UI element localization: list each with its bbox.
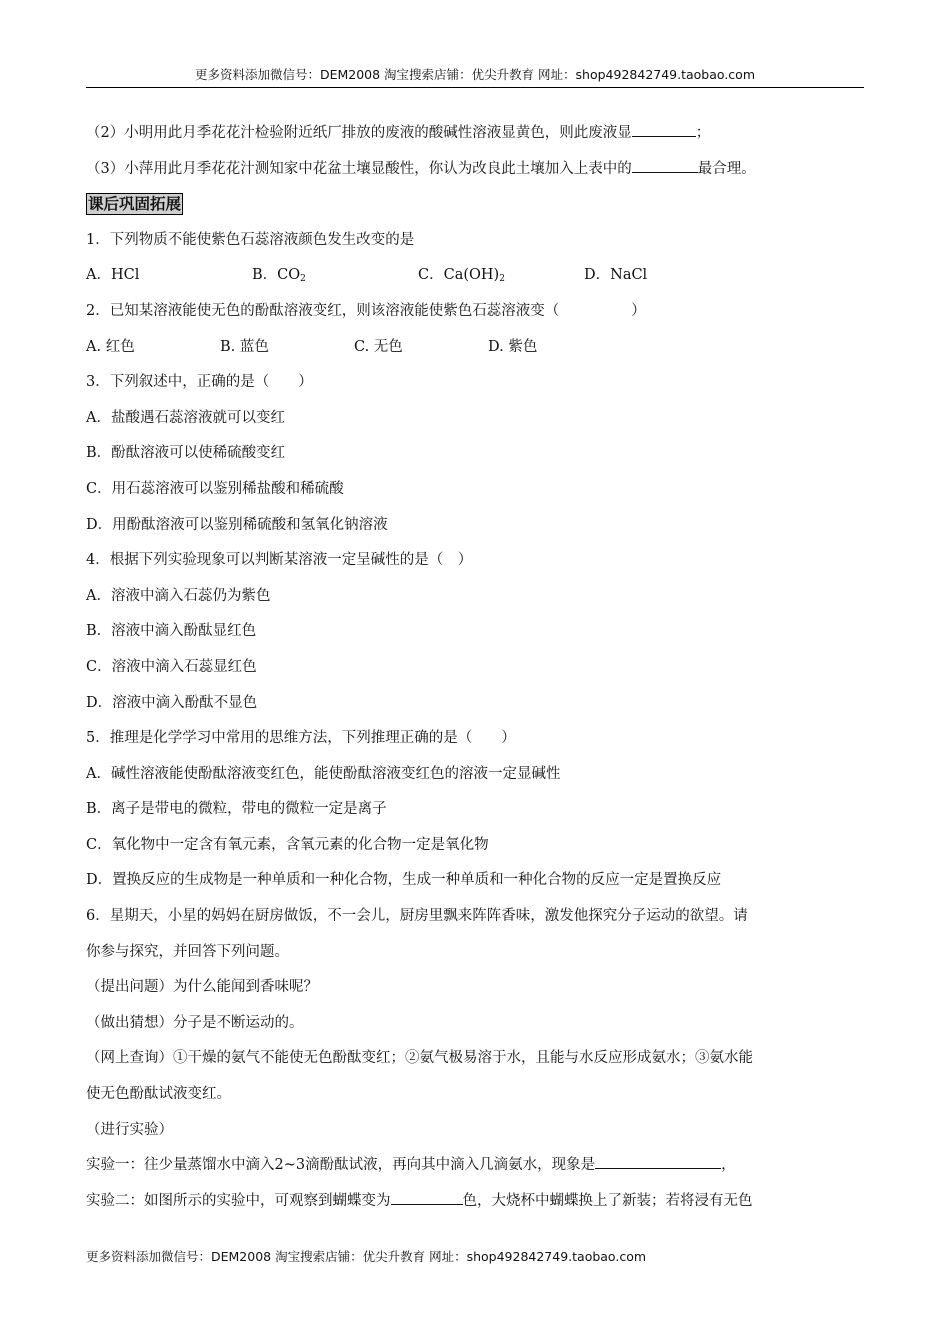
question-5-option-c: C．氧化物中一定含有氧元素，含氧元素的化合物一定是氧化物 xyxy=(86,836,489,853)
page-content xyxy=(86,116,864,1219)
option-c: C. 无色 xyxy=(354,338,403,355)
answer-blank[interactable] xyxy=(391,1187,463,1205)
question-6-experiment-heading: （进行实验） xyxy=(86,1121,173,1138)
question-6-experiment-1 xyxy=(86,1148,864,1184)
prev-q2-text: （2）小明用此月季花花汁检验附近纸厂排放的废液的酸碱性溶液显黄色，则此废液显 xyxy=(86,125,632,141)
option-b xyxy=(252,258,418,294)
option-c-text: C．Ca(OH) xyxy=(418,267,500,284)
prev-q2-end: ； xyxy=(695,125,711,141)
option-d: D．NaCl xyxy=(584,267,648,284)
question-4-option-c: C．溶液中滴入石蕊显红色 xyxy=(86,658,257,675)
prev-question-2 xyxy=(86,116,864,152)
experiment-2-text-a: 实验二：如图所示的实验中，可观察到蝴蝶变为 xyxy=(86,1192,391,1209)
question-5-option-b: B．离子是带电的微粒，带电的微粒一定是离子 xyxy=(86,801,387,818)
question-6-query-line-2: 使无色酚酞试液变红。 xyxy=(86,1086,231,1103)
subscript: 2 xyxy=(499,274,505,285)
question-5-option-a: A．碱性溶液能使酚酞溶液变红色，能使酚酞溶液变红色的溶液一定显碱性 xyxy=(86,765,561,782)
page-header: 更多资料添加微信号：DEM2008 淘宝搜索店铺：优尖升教育 网址：shop492842749.taobao.com xyxy=(194,67,756,82)
experiment-1-text: 实验一：往少量蒸馏水中滴入2~3滴酚酞试液，再向其中滴入几滴氨水，现象是 xyxy=(86,1157,596,1174)
question-1-stem: 1．下列物质不能使紫色石蕊溶液颜色发生改变的是 xyxy=(86,231,415,248)
question-1-options xyxy=(86,258,864,294)
question-4-option-a: A．溶液中滴入石蕊仍为紫色 xyxy=(86,587,271,604)
question-4-option-b: B．溶液中滴入酚酞显红色 xyxy=(86,623,257,640)
question-6-problem: （提出问题）为什么能闻到香味呢？ xyxy=(86,979,318,996)
prev-question-3 xyxy=(86,152,864,188)
question-3-option-b: B．酚酞溶液可以使稀硫酸变红 xyxy=(86,445,286,462)
prev-q3-end: 最合理。 xyxy=(697,160,756,177)
option-a: A. 红色 xyxy=(86,338,135,355)
answer-blank[interactable] xyxy=(632,119,696,137)
answer-blank[interactable] xyxy=(632,155,698,173)
question-6-stem-line-1: 6．星期天，小星的妈妈在厨房做饭，不一会儿，厨房里飘来阵阵香味，激发他探究分子运动的欲望。请 xyxy=(86,908,748,925)
question-4-stem: 4．根据下列实验现象可以判断某溶液一定呈碱性的是（ ） xyxy=(86,552,473,569)
question-6-guess: （做出猜想）分子是不断运动的。 xyxy=(86,1014,304,1031)
question-2-stem-text: 2．已知某溶液能使无色的酚酞溶液变红，则该溶液能使紫色石蕊溶液变（ xyxy=(86,302,560,319)
experiment-2-text-b: 色，大烧杯中蝴蝶换上了新装；若将浸有无色 xyxy=(462,1192,753,1209)
question-6-stem-line-2: 你参与探究，并回答下列问题。 xyxy=(86,943,289,960)
question-2-stem xyxy=(86,294,864,330)
question-6-experiment-2 xyxy=(86,1184,864,1220)
question-3-option-c: C．用石蕊溶液可以鉴别稀盐酸和稀硫酸 xyxy=(86,480,344,497)
question-6-query-line-1: （网上查询）①干燥的氨气不能使无色酚酞变红；②氨气极易溶于水，且能与水反应形成氨水；③氨水能 xyxy=(86,1050,753,1067)
subscript: 2 xyxy=(300,274,306,285)
page-footer: 更多资料添加微信号：DEM2008 淘宝搜索店铺：优尖升教育 网址：shop492842749.taobao.com xyxy=(86,1249,647,1264)
option-c xyxy=(418,258,584,294)
option-d: D. 紫色 xyxy=(488,338,538,355)
option-b: B. 蓝色 xyxy=(220,338,269,355)
option-b-text: B．CO xyxy=(252,267,301,284)
question-2-stem-end: ） xyxy=(631,302,646,319)
section-title: 课后巩固拓展 xyxy=(88,195,182,214)
prev-q3-text: （3）小萍用此月季花花汁测知家中花盆土壤显酸性，你认为改良此土壤加入上表中的 xyxy=(86,160,632,177)
section-heading-row xyxy=(86,187,864,223)
experiment-1-end: ， xyxy=(721,1157,736,1174)
question-5-stem: 5．推理是化学学习中常用的思维方法，下列推理正确的是（ ） xyxy=(86,730,516,747)
question-3-option-d: D．用酚酞溶液可以鉴别稀硫酸和氢氧化钠溶液 xyxy=(86,516,388,533)
question-4-option-d: D．溶液中滴入酚酞不显色 xyxy=(86,694,258,711)
option-a: A．HCl xyxy=(86,267,140,284)
question-2-options xyxy=(86,330,864,366)
header-divider xyxy=(86,87,864,88)
question-3-option-a: A．盐酸遇石蕊溶液就可以变红 xyxy=(86,409,285,426)
answer-blank[interactable] xyxy=(595,1151,721,1169)
question-3-stem: 3．下列叙述中，正确的是（ ） xyxy=(86,374,313,391)
question-5-option-d: D．置换反应的生成物是一种单质和一种化合物，生成一种单质和一种化合物的反应一定是置换反应 xyxy=(86,872,722,889)
